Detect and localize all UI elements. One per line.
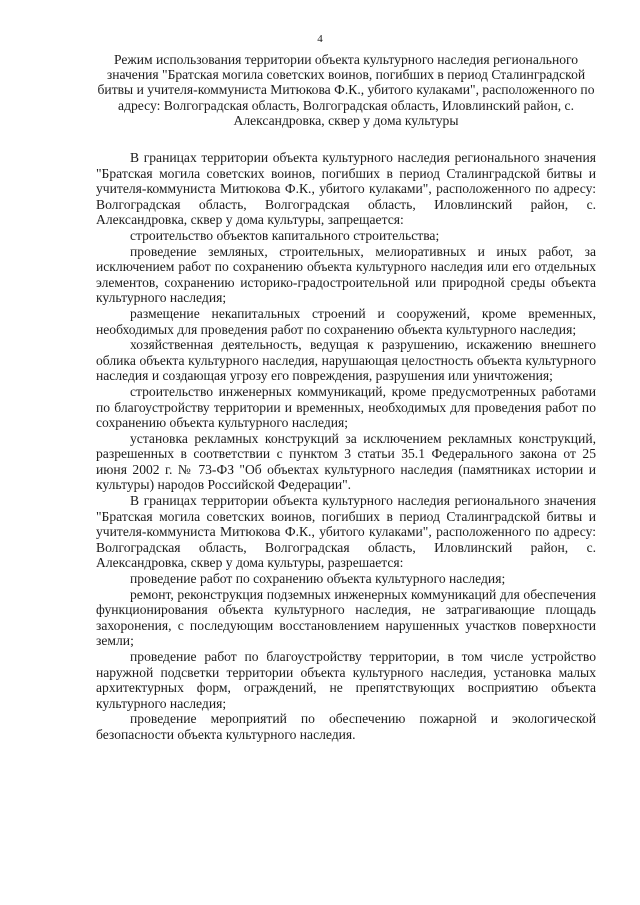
paragraph-item: проведение мероприятий по обеспечению пожарной и экологической безопасности объекта культурного наследия.: [96, 711, 596, 742]
paragraph-item: строительство объектов капитального строительства;: [130, 227, 440, 243]
paragraph-item: установка рекламных конструкций за исключением рекламных конструкций, разрешенных в соответствии с пунктом 3 статьи 35.1 Федерального закона от 25 июня 2002 г. № 73-ФЗ "Об объектах культурного наследия (памятниках истории и культуры) народов Российской Федерации".: [96, 430, 596, 493]
document-body: [96, 150, 596, 743]
paragraph-item: хозяйственная деятельность, ведущая к разрушению, искажению внешнего облика объекта культурного наследия, нарушающая целостность объекта культурного наследия и создающая угрозу его повреждения, разрушения или уничтожения;: [96, 337, 596, 384]
paragraph-item: проведение работ по благоустройству территории, в том числе устройство наружной подсветки территории объекта культурного наследия, установка малых архитектурных форм, ограждений, не препятствующих восприятию объекта культурного наследия;: [96, 649, 596, 711]
paragraph-item: размещение некапитальных строений и сооружений, кроме временных, необходимых для проведения работ по сохранению объекта культурного наследия;: [96, 305, 596, 337]
paragraph-item: проведение работ по сохранению объекта культурного наследия;: [130, 571, 506, 587]
paragraph-item: строительство инженерных коммуникаций, кроме предусмотренных работами по благоустройству территории и временных, необходимых для проведения работ по сохранению объекта культурного наследия;: [96, 383, 596, 431]
paragraph-allowed-intro: В границах территории объекта культурного наследия регионального значения "Братская могила советских воинов, погибших в период Сталинградской битвы и учителя-коммуниста Митюкова Ф.К., убитого кулаками", расположенного по адресу: Волгоградская область, Волгоградская область, Иловлинский район, с. Александровка, сквер у дома культуры, разрешается:: [96, 493, 596, 571]
paragraph-prohibited-intro: В границах территории объекта культурного наследия регионального значения "Братская могила советских воинов, погибших в период Сталинградской битвы и учителя-коммуниста Митюкова Ф.К., убитого кулаками", расположенного по адресу: Волгоградская область, Волгоградская область, Иловлинский район, с. Александровка, сквер у дома культуры, запрещается:: [96, 150, 596, 228]
document-title: Режим использования территории объекта культурного наследия регионального значения "Братская могила советских воинов, погибших в период Сталинградской битвы и учителя-коммуниста Митюкова Ф.К., убитого кулаками", расположенного по адресу: Волгоградская область, Волгоградская область, Иловлинский район, с. Александровка, сквер у дома культуры: [97, 52, 595, 128]
page-number: 4: [317, 33, 323, 45]
paragraph-item: ремонт, реконструкция подземных инженерных коммуникаций для обеспечения функционирования объекта культурного наследия, не затрагивающие площадь захоронения, с последующим восстановлением нарушенных участков поверхности земли;: [96, 586, 596, 649]
paragraph-item: проведение земляных, строительных, мелиоративных и иных работ, за исключением работ по сохранению объекта культурного наследия или его отдельных элементов, сохранению историко-градостроительной или природной среды объекта культурного наследия;: [96, 243, 596, 306]
